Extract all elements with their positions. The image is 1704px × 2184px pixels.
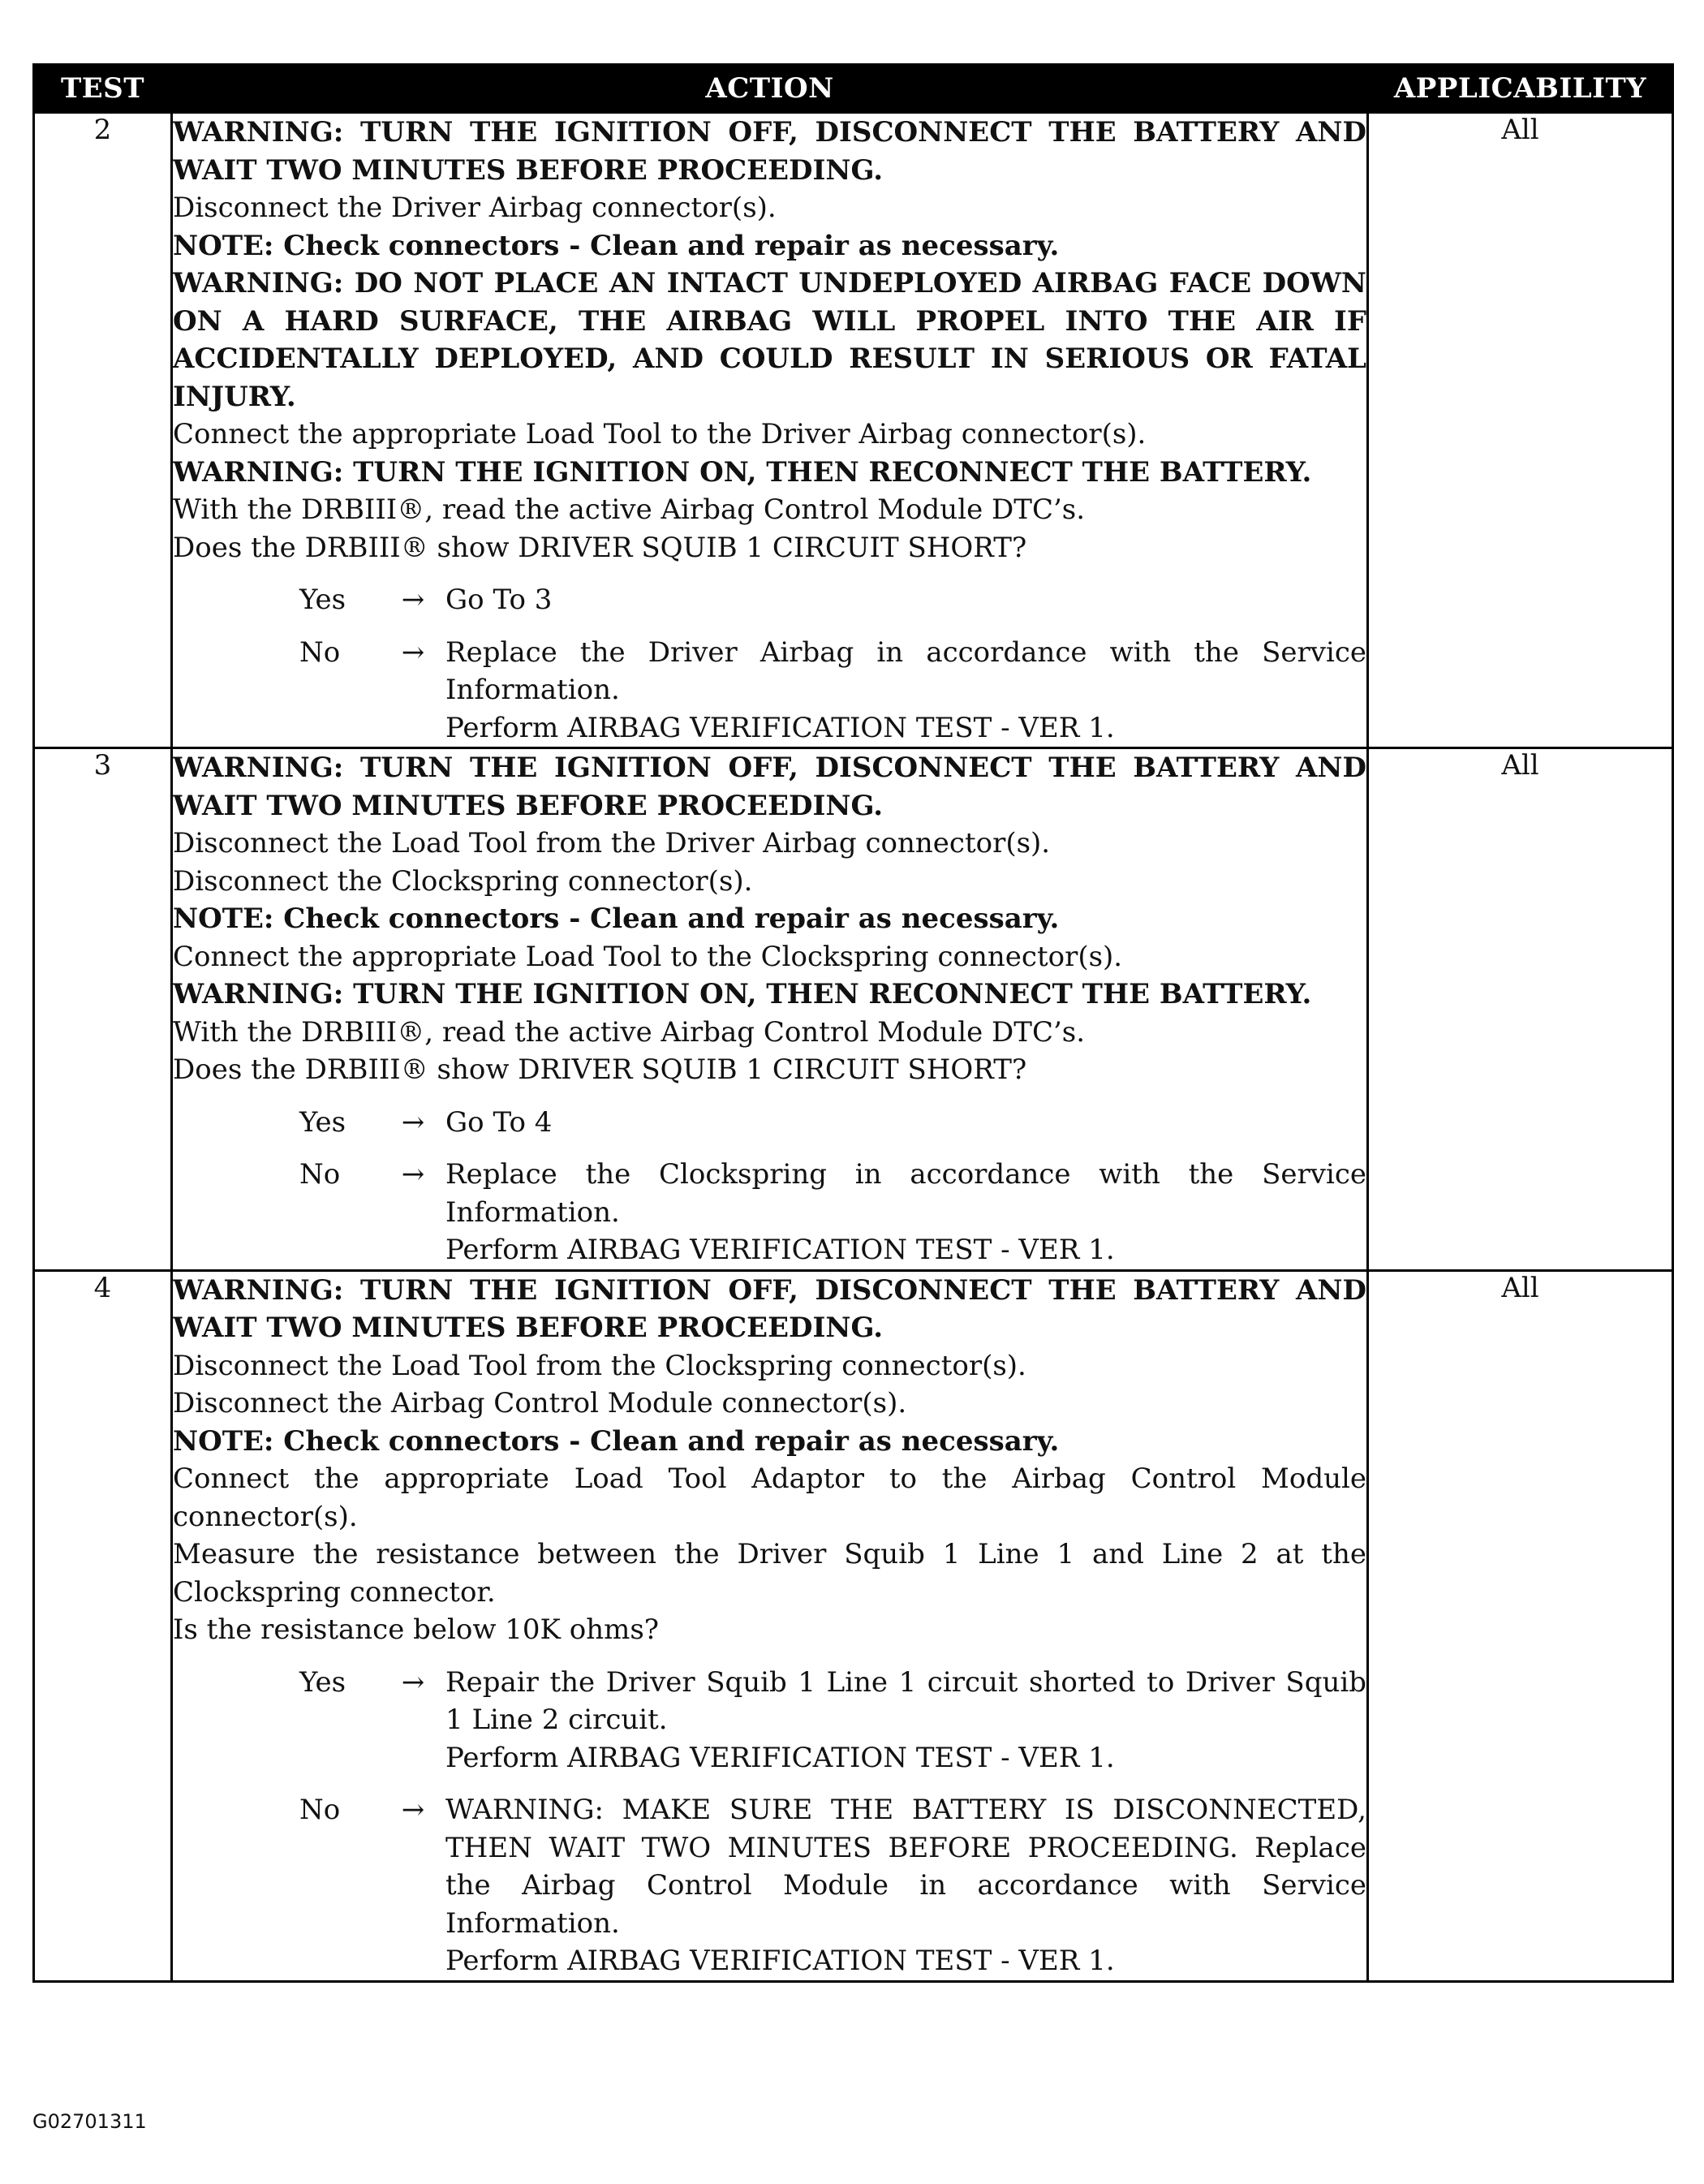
arrow-right-icon: →: [401, 1665, 425, 1699]
answer-label: Yes: [299, 1665, 346, 1699]
instruction-text: Does the DRBIII® show DRIVER SQUIB 1 CIRCUIT SHORT?: [173, 531, 1027, 564]
test-number: 3: [34, 748, 172, 1271]
answer-result: [445, 1664, 1366, 1777]
warning-text: WARNING: DO NOT PLACE AN INTACT UNDEPLOYED AIRBAG FACE DOWN ON A HARD SURFACE, THE AIRBAG WILL PROPEL INTO THE AIR IF ACCIDENTALLY DEPLOYED, AND COULD RESULT IN SERIOUS OR FATAL INJURY.: [173, 267, 1366, 413]
answer-result: [445, 581, 1366, 619]
applicability: All: [1368, 748, 1673, 1271]
instruction-text: Disconnect the Load Tool from the Driver Airbag connector(s).: [173, 827, 1051, 859]
instruction-text: Is the resistance below 10K ohms?: [173, 1613, 660, 1646]
result-line: Perform AIRBAG VERIFICATION TEST - VER 1.: [445, 1234, 1115, 1266]
test-number: 4: [34, 1270, 172, 1981]
answer-label: No: [299, 1794, 341, 1826]
applicability: All: [1368, 113, 1673, 748]
arrow-right-icon: →: [401, 1105, 425, 1139]
header-test: TEST: [34, 65, 172, 113]
warning-text: NOTE: Check connectors - Clean and repair as necessary.: [173, 1424, 1060, 1458]
answer-option: [173, 1664, 1366, 1777]
instruction-text: Disconnect the Load Tool from the Clockspring connector(s).: [173, 1349, 1026, 1382]
test-number: 2: [34, 113, 172, 748]
answer-result: [445, 1104, 1366, 1142]
answer-label: No: [299, 635, 341, 669]
table-row: [34, 113, 1673, 748]
instruction-text: Disconnect the Clockspring connector(s).: [173, 864, 753, 898]
document-code: G02701311: [32, 2110, 147, 2133]
answer-result: [445, 1156, 1366, 1269]
answer-option: [173, 1156, 1366, 1269]
header-applicability: APPLICABILITY: [1368, 65, 1673, 113]
instruction-text: Connect the appropriate Load Tool Adaptor to the Airbag Control Module connector(s).: [173, 1462, 1366, 1533]
result-line: Perform AIRBAG VERIFICATION TEST - VER 1.: [445, 1741, 1115, 1774]
diagnostic-table-sheet: [32, 63, 1672, 1983]
instruction-text: Connect the appropriate Load Tool to the Clockspring connector(s).: [173, 940, 1123, 973]
arrow-right-icon: →: [401, 584, 425, 616]
answer-result: [445, 1791, 1366, 1980]
instruction-text: Measure the resistance between the Driver Squib 1 Line 1 and Line 2 at the Clockspring connector.: [173, 1538, 1366, 1609]
action-cell: [172, 748, 1368, 1271]
action-cell: [172, 1270, 1368, 1981]
instruction-text: Connect the appropriate Load Tool to the Driver Airbag connector(s).: [173, 418, 1147, 450]
arrow-right-icon: →: [401, 1794, 425, 1826]
answer-option: [173, 1791, 1366, 1980]
result-line: Go To 3: [445, 584, 553, 616]
answer-result: [445, 634, 1366, 747]
result-line: Repair the Driver Squib 1 Line 1 circuit shorted to Driver Squib 1 Line 2 circuit.: [445, 1665, 1366, 1736]
warning-text: NOTE: Check connectors - Clean and repair as necessary.: [173, 229, 1060, 262]
instruction-text: Disconnect the Driver Airbag connector(s).: [173, 192, 777, 224]
answer-option: [173, 581, 1366, 619]
table-row: [34, 1270, 1673, 1981]
warning-text: NOTE: Check connectors - Clean and repair as necessary.: [173, 902, 1060, 935]
result-line: Replace the Driver Airbag in accordance with the Service Information.: [445, 635, 1366, 706]
warning-text: WARNING: TURN THE IGNITION OFF, DISCONNECT THE BATTERY AND WAIT TWO MINUTES BEFORE PROCEEDING.: [173, 116, 1366, 187]
header-action: ACTION: [172, 65, 1368, 113]
result-line: Perform AIRBAG VERIFICATION TEST - VER 1.: [445, 1945, 1115, 1977]
result-line: WARNING: MAKE SURE THE BATTERY IS DISCONNECTED, THEN WAIT TWO MINUTES BEFORE PROCEEDING. Replace the Airbag Control Module in accordance with Service Information.: [445, 1794, 1366, 1940]
warning-text: WARNING: TURN THE IGNITION OFF, DISCONNECT THE BATTERY AND WAIT TWO MINUTES BEFORE PROCEEDING.: [173, 752, 1366, 822]
answer-option: [173, 634, 1366, 747]
answer-label: Yes: [299, 1105, 346, 1139]
result-line: Replace the Clockspring in accordance with the Service Information.: [445, 1158, 1366, 1229]
action-cell: [172, 113, 1368, 748]
applicability: All: [1368, 1270, 1673, 1981]
result-line: Go To 4: [445, 1105, 553, 1139]
arrow-right-icon: →: [401, 635, 425, 669]
instruction-text: With the DRBIII®, read the active Airbag Control Module DTC’s.: [173, 1015, 1086, 1049]
warning-text: WARNING: TURN THE IGNITION ON, THEN RECONNECT THE BATTERY.: [173, 978, 1312, 1010]
diagnostic-test-table: [32, 63, 1674, 1983]
table-header-row: [34, 65, 1673, 113]
instruction-text: With the DRBIII®, read the active Airbag Control Module DTC’s.: [173, 493, 1086, 526]
result-line: Perform AIRBAG VERIFICATION TEST - VER 1.: [445, 711, 1115, 744]
table-row: [34, 748, 1673, 1271]
answer-label: No: [299, 1158, 341, 1191]
instruction-text: Does the DRBIII® show DRIVER SQUIB 1 CIRCUIT SHORT?: [173, 1053, 1027, 1086]
warning-text: WARNING: TURN THE IGNITION ON, THEN RECONNECT THE BATTERY.: [173, 455, 1312, 489]
answer-label: Yes: [299, 584, 346, 616]
arrow-right-icon: →: [401, 1158, 425, 1191]
answer-option: [173, 1104, 1366, 1142]
instruction-text: Disconnect the Airbag Control Module connector(s).: [173, 1387, 907, 1419]
warning-text: WARNING: TURN THE IGNITION OFF, DISCONNECT THE BATTERY AND WAIT TWO MINUTES BEFORE PROCEEDING.: [173, 1273, 1366, 1344]
